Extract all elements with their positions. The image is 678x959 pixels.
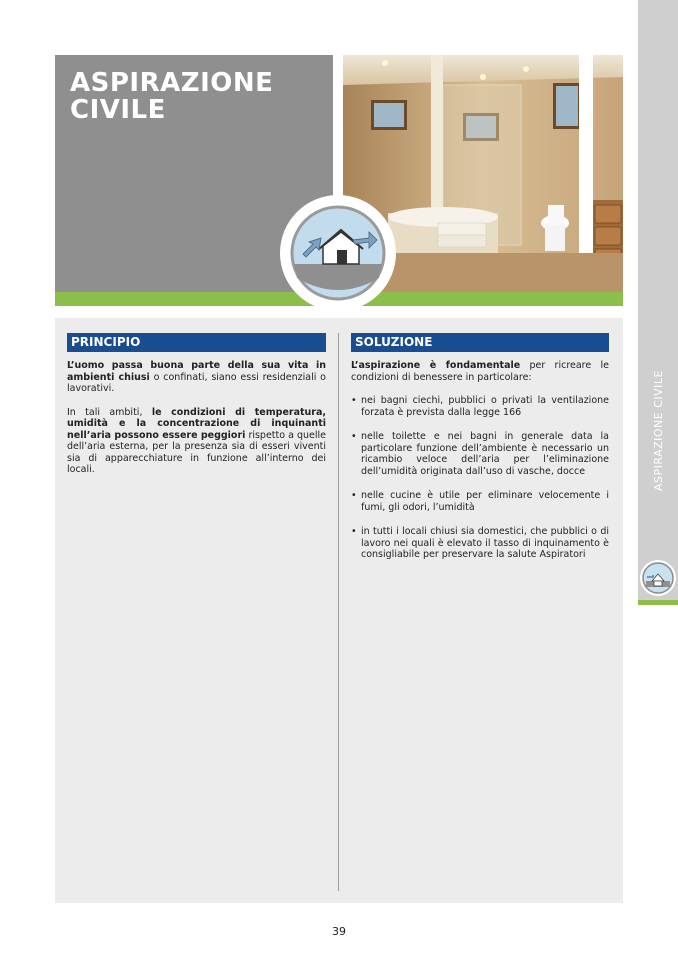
list-item: • nelle cucine è utile per eliminare velocemente i fumi, gli odori, l’umidità: [351, 490, 609, 513]
principio-p1-bold: L’uomo passa buona parte della sua vita in ambienti chiusi: [67, 360, 326, 383]
soluzione-column: [351, 333, 609, 574]
list-item: • nelle toilette e nei bagni in generale data la particolare funzione dell’ambiente è necessario un ricambio veloce dell’aria per l’eliminazione dell’umidità originata dall’uso di vasche, docce: [351, 431, 609, 477]
soluzione-list: [351, 395, 609, 561]
page-title-line2: CIVILE: [70, 95, 166, 125]
soluzione-heading: SOLUZIONE: [351, 333, 609, 352]
principio-p2-rest: rispetto a quelle dell’aria esterna, per la presenza sia di esseri viventi sia di apparecchiature in funzione all’interno dei locali.: [67, 429, 326, 475]
soluzione-intro: [351, 360, 609, 383]
side-tab-title-text: ASPIRAZIONE CIVILE: [651, 369, 665, 491]
column-divider: [338, 333, 339, 891]
side-tab-title: [638, 330, 678, 530]
principio-p2-bold: le condizioni di temperatura, umidità e la concentrazione di inquinanti nell’aria possono essere peggiori: [67, 406, 326, 441]
principio-p1-rest: o confinati, siano essi residenziali o lavorativi.: [67, 371, 326, 394]
list-item: • nei bagni ciechi, pubblici o privati la ventilazione forzata è prevista dalla legge 166: [351, 395, 609, 418]
soluzione-intro-bold: L’aspirazione è fondamentale: [351, 360, 521, 371]
principio-column: [67, 333, 326, 488]
ventilation-house-icon: [280, 195, 396, 311]
page-number: 39: [332, 925, 346, 938]
principio-paragraph-2: [67, 407, 326, 476]
page-title-line1: ASPIRAZIONE: [70, 68, 274, 98]
soluzione-intro-rest: per ricreare le condizioni di benessere in particolare:: [351, 360, 609, 383]
principio-p2-start: In tali ambiti,: [67, 406, 152, 418]
side-house-icon: [640, 560, 676, 596]
list-item: • in tutti i locali chiusi sia domestici, che pubblici o di lavoro nei quali è elevato il tasso di inquinamento è consigliabile per preservare la salute Aspiratori: [351, 526, 609, 561]
principio-paragraph-1: [67, 360, 326, 395]
side-tab-accent: [638, 600, 678, 605]
principio-heading: PRINCIPIO: [67, 333, 326, 352]
page-title: [70, 70, 320, 124]
